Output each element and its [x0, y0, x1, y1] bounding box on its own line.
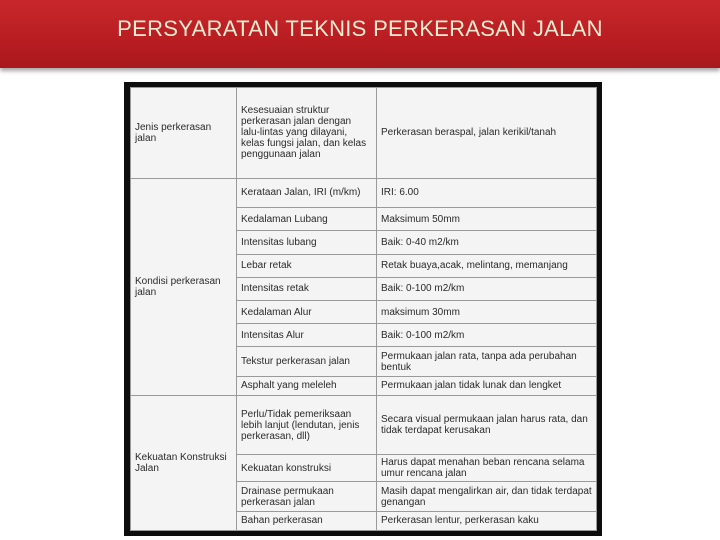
title-bar — [0, 0, 720, 68]
criterion-cell: Lebar retak — [237, 254, 377, 277]
requirement-cell: Secara visual permukaan jalan harus rata, dan tidak terdapat kerusakan — [377, 395, 597, 454]
requirement-cell: maksimum 30mm — [377, 301, 597, 324]
criterion-cell: Bahan perkerasan — [237, 511, 377, 530]
table-row — [131, 178, 597, 208]
requirement-cell: Masih dapat mengalirkan air, dan tidak terdapat genangan — [377, 482, 597, 512]
criterion-cell: Intensitas Alur — [237, 324, 377, 347]
criterion-cell: Drainase permukaan perkerasan jalan — [237, 482, 377, 512]
requirement-cell: Maksimum 50mm — [377, 208, 597, 231]
criterion-cell: Kekuatan konstruksi — [237, 455, 377, 482]
requirement-cell: Perkerasan lentur, perkerasan kaku — [377, 511, 597, 530]
criterion-cell: Intensitas retak — [237, 277, 377, 300]
requirement-cell: Baik: 0-40 m2/km — [377, 231, 597, 254]
criterion-cell: Kedalaman Alur — [237, 301, 377, 324]
criterion-cell: Intensitas lubang — [237, 231, 377, 254]
category-cell: Kondisi perkerasan jalan — [131, 178, 237, 395]
requirement-cell: Permukaan jalan rata, tanpa ada perubahan bentuk — [377, 347, 597, 377]
criterion-cell: Kedalaman Lubang — [237, 208, 377, 231]
requirement-cell: Baik: 0-100 m2/km — [377, 277, 597, 300]
criterion-cell: Tekstur perkerasan jalan — [237, 347, 377, 377]
criterion-cell: Perlu/Tidak pemeriksaan lebih lanjut (lendutan, jenis perkerasan, dll) — [237, 395, 377, 454]
requirement-cell: Baik: 0-100 m2/km — [377, 324, 597, 347]
requirement-cell: Perkerasan beraspal, jalan kerikil/tanah — [377, 88, 597, 179]
requirement-cell: Harus dapat menahan beban rencana selama umur rencana jalan — [377, 455, 597, 482]
requirements-table — [130, 87, 597, 531]
requirement-cell: IRI: 6.00 — [377, 178, 597, 208]
category-cell: Kekuatan Konstruksi Jalan — [131, 395, 237, 530]
table-row — [131, 395, 597, 454]
requirement-cell: Permukaan jalan tidak lunak dan lengket — [377, 376, 597, 395]
criterion-cell: Asphalt yang meleleh — [237, 376, 377, 395]
category-cell: Jenis perkerasan jalan — [131, 88, 237, 179]
table-image-frame — [124, 82, 602, 536]
criterion-cell: Kesesuaian struktur perkerasan jalan dengan lalu-lintas yang dilayani, kelas fungsi jalan, dan kelas penggunaan jalan — [237, 88, 377, 179]
requirement-cell: Retak buaya,acak, melintang, memanjang — [377, 254, 597, 277]
table-row — [131, 88, 597, 179]
criterion-cell: Kerataan Jalan, IRI (m/km) — [237, 178, 377, 208]
slide-title: PERSYARATAN TEKNIS PERKERASAN JALAN — [117, 16, 603, 41]
